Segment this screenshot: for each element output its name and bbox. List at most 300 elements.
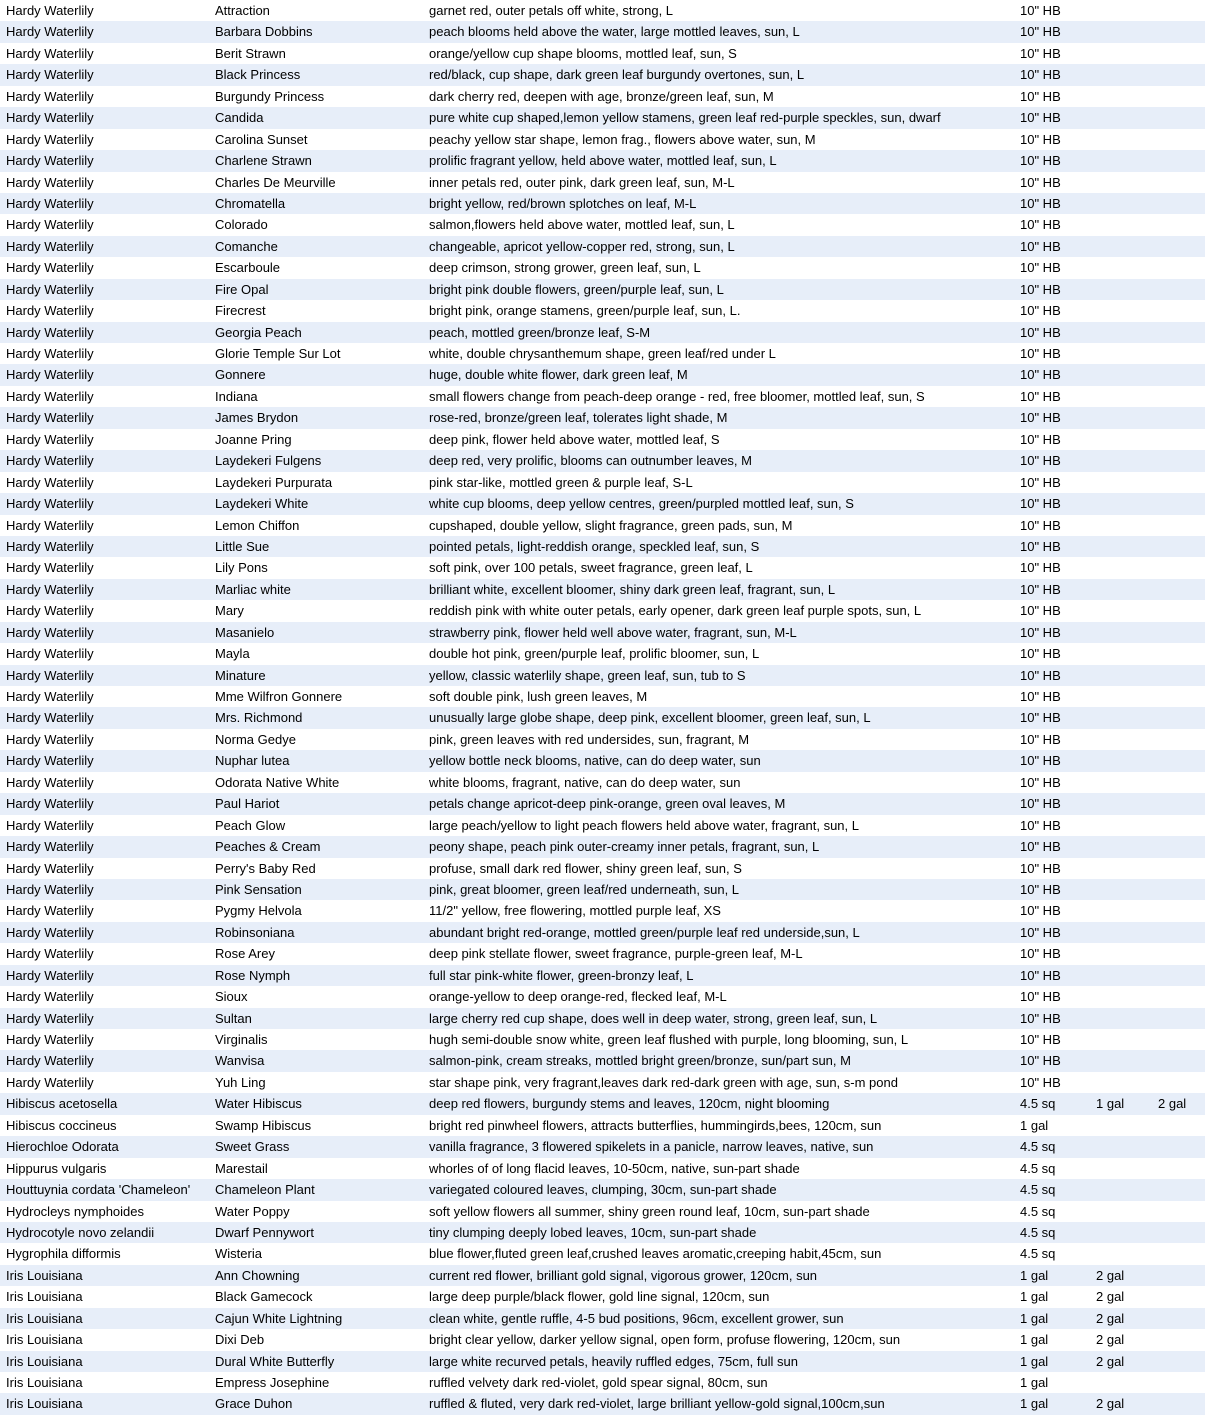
- size-cell-2[interactable]: 1 gal: [1096, 1096, 1125, 1112]
- genus-cell[interactable]: Houttuynia cordata 'Chameleon': [6, 1182, 191, 1198]
- variety-cell[interactable]: Comanche: [215, 238, 278, 254]
- size-cell-1[interactable]: 4.5 sq: [1020, 1139, 1056, 1155]
- description-cell[interactable]: blue flower,fluted green leaf,crushed leaves aromatic,creeping habit,45cm, sun: [429, 1246, 882, 1262]
- description-cell[interactable]: soft pink, over 100 petals, sweet fragrance, green leaf, L: [429, 560, 753, 576]
- description-cell[interactable]: reddish pink with white outer petals, early opener, dark green leaf purple spots, sun, L: [429, 603, 922, 619]
- description-cell[interactable]: abundant bright red-orange, mottled green/purple leaf red underside,sun, L: [429, 924, 860, 940]
- genus-cell[interactable]: Hibiscus coccineus: [6, 1117, 117, 1133]
- genus-cell[interactable]: Hardy Waterlily: [6, 217, 94, 233]
- description-cell[interactable]: current red flower, brilliant gold signal, vigorous grower, 120cm, sun: [429, 1267, 818, 1283]
- description-cell[interactable]: yellow, classic waterlily shape, green leaf, sun, tub to S: [429, 667, 746, 683]
- description-cell[interactable]: peach blooms held above the water, large mottled leaves, sun, L: [429, 24, 800, 40]
- description-cell[interactable]: pure white cup shaped,lemon yellow stamens, green leaf red-purple speckles, sun, dwarf: [429, 110, 941, 126]
- variety-cell[interactable]: Wanvisa: [215, 1053, 265, 1069]
- description-cell[interactable]: bright red pinwheel flowers, attracts butterflies, hummingirds,bees, 120cm, sun: [429, 1117, 882, 1133]
- size-cell-1[interactable]: 4.5 sq: [1020, 1203, 1056, 1219]
- size-cell-1[interactable]: 10" HB: [1020, 1010, 1061, 1026]
- genus-cell[interactable]: Hardy Waterlily: [6, 496, 94, 512]
- genus-cell[interactable]: Hardy Waterlily: [6, 324, 94, 340]
- variety-cell[interactable]: Berit Strawn: [215, 45, 286, 61]
- size-cell-1[interactable]: 10" HB: [1020, 946, 1061, 962]
- size-cell-1[interactable]: 10" HB: [1020, 367, 1061, 383]
- description-cell[interactable]: bright clear yellow, darker yellow signal, open form, profuse flowering, 120cm, sun: [429, 1332, 901, 1348]
- genus-cell[interactable]: Hardy Waterlily: [6, 67, 94, 83]
- table-row: [0, 1050, 1205, 1071]
- variety-cell[interactable]: James Brydon: [215, 410, 299, 426]
- size-cell-1[interactable]: 10" HB: [1020, 689, 1061, 704]
- size-cell-2[interactable]: 2 gal: [1096, 1289, 1125, 1305]
- variety-cell[interactable]: Dixi Deb: [215, 1332, 265, 1348]
- description-cell[interactable]: clean white, gentle ruffle, 4-5 bud positions, 96cm, excellent grower, sun: [429, 1310, 844, 1326]
- variety-cell[interactable]: Mrs. Richmond: [215, 710, 303, 726]
- variety-cell[interactable]: Norma Gedye: [215, 731, 296, 747]
- genus-cell[interactable]: Hardy Waterlily: [6, 646, 94, 662]
- table-row: [0, 750, 1205, 771]
- genus-cell[interactable]: Hardy Waterlily: [6, 881, 94, 897]
- genus-cell[interactable]: Hardy Waterlily: [6, 260, 94, 276]
- genus-cell[interactable]: Hardy Waterlily: [6, 281, 94, 297]
- genus-cell[interactable]: Hibiscus acetosella: [6, 1096, 118, 1112]
- size-cell-2[interactable]: 2 gal: [1096, 1396, 1125, 1412]
- size-cell-1[interactable]: 10" HB: [1020, 238, 1061, 254]
- variety-cell[interactable]: Lily Pons: [215, 560, 268, 576]
- table-row: [0, 707, 1205, 728]
- variety-cell[interactable]: Chromatella: [215, 195, 286, 211]
- genus-cell[interactable]: Hardy Waterlily: [6, 410, 94, 426]
- variety-cell[interactable]: Water Poppy: [215, 1203, 290, 1219]
- genus-cell[interactable]: Hardy Waterlily: [6, 88, 94, 104]
- genus-cell[interactable]: Iris Louisiana: [6, 1289, 83, 1305]
- variety-cell[interactable]: Mme Wilfron Gonnere: [215, 689, 343, 704]
- description-cell[interactable]: brilliant white, excellent bloomer, shiny dark green leaf, fragrant, sun, L: [429, 581, 836, 597]
- genus-cell[interactable]: Hardy Waterlily: [6, 774, 94, 790]
- description-cell[interactable]: soft double pink, lush green leaves, M: [429, 689, 648, 704]
- description-cell[interactable]: large deep purple/black flower, gold line signal, 120cm, sun: [429, 1289, 770, 1305]
- size-cell-1[interactable]: 10" HB: [1020, 903, 1061, 919]
- size-cell-1[interactable]: 10" HB: [1020, 817, 1061, 833]
- description-cell[interactable]: rose-red, bronze/green leaf, tolerates light shade, M: [429, 410, 728, 426]
- description-cell[interactable]: unusually large globe shape, deep pink, excellent bloomer, green leaf, sun, L: [429, 710, 871, 726]
- genus-cell[interactable]: Hardy Waterlily: [6, 431, 94, 447]
- genus-cell[interactable]: Hardy Waterlily: [6, 388, 94, 404]
- genus-cell[interactable]: Hardy Waterlily: [6, 367, 94, 383]
- table-row: [0, 1008, 1205, 1029]
- genus-cell[interactable]: Hardy Waterlily: [6, 817, 94, 833]
- genus-cell[interactable]: Hydrocotyle novo zelandii: [6, 1224, 155, 1240]
- variety-cell[interactable]: Masanielo: [215, 624, 275, 640]
- description-cell[interactable]: deep red flowers, burgundy stems and leaves, 120cm, night blooming: [429, 1096, 830, 1112]
- genus-cell[interactable]: Hardy Waterlily: [6, 581, 94, 597]
- variety-cell[interactable]: Gonnere: [215, 367, 266, 383]
- variety-cell[interactable]: Nuphar lutea: [215, 753, 290, 769]
- size-cell-1[interactable]: 10" HB: [1020, 24, 1061, 40]
- size-cell-2[interactable]: 2 gal: [1096, 1353, 1125, 1369]
- size-cell-1[interactable]: 10" HB: [1020, 881, 1061, 897]
- table-row: [0, 64, 1205, 85]
- genus-cell[interactable]: Hardy Waterlily: [6, 303, 94, 319]
- size-cell-1[interactable]: 10" HB: [1020, 260, 1061, 276]
- description-cell[interactable]: deep crimson, strong grower, green leaf, sun, L: [429, 260, 701, 276]
- description-cell[interactable]: cupshaped, double yellow, slight fragrance, green pads, sun, M: [429, 517, 793, 533]
- genus-cell[interactable]: Hierochloe Odorata: [6, 1139, 119, 1155]
- variety-cell[interactable]: Dural White Butterfly: [215, 1353, 335, 1369]
- description-cell[interactable]: salmon,flowers held above water, mottled leaf, sun, L: [429, 217, 735, 233]
- genus-cell[interactable]: Hardy Waterlily: [6, 517, 94, 533]
- genus-cell[interactable]: Hardy Waterlily: [6, 989, 94, 1005]
- table-row: [0, 1179, 1205, 1200]
- genus-cell[interactable]: Hardy Waterlily: [6, 860, 94, 876]
- genus-cell[interactable]: Iris Louisiana: [6, 1332, 83, 1348]
- description-cell[interactable]: pink, great bloomer, green leaf/red underneath, sun, L: [429, 881, 740, 897]
- genus-cell[interactable]: Hardy Waterlily: [6, 839, 94, 855]
- genus-cell[interactable]: Hardy Waterlily: [6, 967, 94, 983]
- table-row: [0, 858, 1205, 879]
- variety-cell[interactable]: Odorata Native White: [215, 774, 340, 790]
- description-cell[interactable]: changeable, apricot yellow-copper red, strong, sun, L: [429, 238, 735, 254]
- genus-cell[interactable]: Hardy Waterlily: [6, 453, 94, 469]
- variety-cell[interactable]: Carolina Sunset: [215, 131, 308, 147]
- size-cell-1[interactable]: 10" HB: [1020, 453, 1061, 469]
- genus-cell[interactable]: Iris Louisiana: [6, 1396, 83, 1412]
- genus-cell[interactable]: Hardy Waterlily: [6, 710, 94, 726]
- variety-cell[interactable]: Burgundy Princess: [215, 88, 325, 104]
- description-cell[interactable]: red/black, cup shape, dark green leaf burgundy overtones, sun, L: [429, 67, 805, 83]
- genus-cell[interactable]: Hardy Waterlily: [6, 796, 94, 812]
- genus-cell[interactable]: Hardy Waterlily: [6, 174, 94, 190]
- table-row: [0, 643, 1205, 664]
- description-cell[interactable]: peony shape, peach pink outer-creamy inner petals, fragrant, sun, L: [429, 839, 820, 855]
- size-cell-1[interactable]: 10" HB: [1020, 1032, 1061, 1047]
- description-cell[interactable]: bright pink double flowers, green/purple leaf, sun, L: [429, 281, 724, 297]
- size-cell-1[interactable]: 1 gal: [1020, 1117, 1049, 1133]
- variety-cell[interactable]: Chameleon Plant: [215, 1182, 315, 1198]
- table-row: [0, 943, 1205, 964]
- table-row: [0, 579, 1205, 600]
- genus-cell[interactable]: Iris Louisiana: [6, 1310, 83, 1326]
- variety-cell[interactable]: Sioux: [215, 989, 248, 1005]
- genus-cell[interactable]: Hardy Waterlily: [6, 689, 94, 704]
- variety-cell[interactable]: Sultan: [215, 1010, 252, 1026]
- size-cell-1[interactable]: 4.5 sq: [1020, 1160, 1056, 1176]
- genus-cell[interactable]: Hardy Waterlily: [6, 1010, 94, 1026]
- genus-cell[interactable]: Iris Louisiana: [6, 1267, 83, 1283]
- variety-cell[interactable]: Candida: [215, 110, 264, 126]
- variety-cell[interactable]: Robinsoniana: [215, 924, 295, 940]
- size-cell-2[interactable]: 2 gal: [1096, 1267, 1125, 1283]
- size-cell-1[interactable]: 10" HB: [1020, 431, 1061, 447]
- variety-cell[interactable]: Virginalis: [215, 1032, 268, 1047]
- description-cell[interactable]: 11/2" yellow, free flowering, mottled purple leaf, XS: [429, 903, 721, 919]
- size-cell-1[interactable]: 10" HB: [1020, 581, 1061, 597]
- genus-cell[interactable]: Iris Louisiana: [6, 1375, 83, 1390]
- description-cell[interactable]: white cup blooms, deep yellow centres, green/purpled mottled leaf, sun, S: [429, 496, 854, 512]
- description-cell[interactable]: peach, mottled green/bronze leaf, S-M: [429, 324, 651, 340]
- variety-cell[interactable]: Minature: [215, 667, 266, 683]
- description-cell[interactable]: whorles of of long flacid leaves, 10-50cm, native, sun-part shade: [429, 1160, 800, 1176]
- genus-cell[interactable]: Hardy Waterlily: [6, 346, 94, 361]
- description-cell[interactable]: large white recurved petals, heavily ruffled edges, 75cm, full sun: [429, 1353, 799, 1369]
- genus-cell[interactable]: Iris Louisiana: [6, 1353, 83, 1369]
- description-cell[interactable]: huge, double white flower, dark green leaf, M: [429, 367, 688, 383]
- description-cell[interactable]: orange-yellow to deep orange-red, flecked leaf, M-L: [429, 989, 727, 1005]
- table-row: [0, 1201, 1205, 1222]
- size-cell-1[interactable]: 4.5 sq: [1020, 1224, 1056, 1240]
- genus-cell[interactable]: Hardy Waterlily: [6, 195, 94, 211]
- size-cell-1[interactable]: 10" HB: [1020, 388, 1061, 404]
- description-cell[interactable]: orange/yellow cup shape blooms, mottled leaf, sun, S: [429, 45, 737, 61]
- table-row: [0, 429, 1205, 450]
- description-cell[interactable]: dark cherry red, deepen with age, bronze/green leaf, sun, M: [429, 88, 774, 104]
- description-cell[interactable]: bright yellow, red/brown splotches on leaf, M-L: [429, 195, 697, 211]
- variety-cell[interactable]: Empress Josephine: [215, 1375, 330, 1390]
- size-cell-1[interactable]: 10" HB: [1020, 1074, 1061, 1090]
- genus-cell[interactable]: Hardy Waterlily: [6, 946, 94, 962]
- size-cell-1[interactable]: 1 gal: [1020, 1310, 1049, 1326]
- genus-cell[interactable]: Hardy Waterlily: [6, 131, 94, 147]
- genus-cell[interactable]: Hardy Waterlily: [6, 1074, 94, 1090]
- variety-cell[interactable]: Laydekeri White: [215, 496, 309, 512]
- variety-cell[interactable]: Rose Nymph: [215, 967, 291, 983]
- variety-cell[interactable]: Charlene Strawn: [215, 153, 312, 169]
- variety-cell[interactable]: Little Sue: [215, 538, 270, 554]
- size-cell-1[interactable]: 10" HB: [1020, 731, 1061, 747]
- size-cell-1[interactable]: 10" HB: [1020, 110, 1061, 126]
- size-cell-1[interactable]: 10" HB: [1020, 217, 1061, 233]
- variety-cell[interactable]: Peach Glow: [215, 817, 286, 833]
- variety-cell[interactable]: Fire Opal: [215, 281, 269, 297]
- description-cell[interactable]: yellow bottle neck blooms, native, can do deep water, sun: [429, 753, 761, 769]
- genus-cell[interactable]: Hardy Waterlily: [6, 1053, 94, 1069]
- size-cell-1[interactable]: 10" HB: [1020, 303, 1061, 319]
- variety-cell[interactable]: Barbara Dobbins: [215, 24, 313, 40]
- genus-cell[interactable]: Hardy Waterlily: [6, 474, 94, 490]
- size-cell-3[interactable]: 2 gal: [1158, 1096, 1187, 1112]
- variety-cell[interactable]: Pink Sensation: [215, 881, 302, 897]
- description-cell[interactable]: variegated coloured leaves, clumping, 30cm, sun-part shade: [429, 1182, 777, 1198]
- size-cell-1[interactable]: 4.5 sq: [1020, 1246, 1056, 1262]
- variety-cell[interactable]: Perry's Baby Red: [215, 860, 316, 876]
- description-cell[interactable]: hugh semi-double snow white, green leaf flushed with purple, long blooming, sun, L: [429, 1032, 909, 1047]
- genus-cell[interactable]: Hardy Waterlily: [6, 238, 94, 254]
- size-cell-1[interactable]: 10" HB: [1020, 646, 1061, 662]
- description-cell[interactable]: large peach/yellow to light peach flowers held above water, fragrant, sun, L: [429, 817, 859, 833]
- variety-cell[interactable]: Glorie Temple Sur Lot: [215, 346, 341, 361]
- variety-cell[interactable]: Ann Chowning: [215, 1267, 300, 1283]
- table-row: [0, 1115, 1205, 1136]
- size-cell-1[interactable]: 10" HB: [1020, 346, 1061, 361]
- size-cell-1[interactable]: 10" HB: [1020, 796, 1061, 812]
- table-row: [0, 965, 1205, 986]
- variety-cell[interactable]: Joanne Pring: [215, 431, 292, 447]
- description-cell[interactable]: white blooms, fragrant, native, can do deep water, sun: [429, 774, 741, 790]
- variety-cell[interactable]: Charles De Meurville: [215, 174, 336, 190]
- size-cell-1[interactable]: 10" HB: [1020, 324, 1061, 340]
- description-cell[interactable]: small flowers change from peach-deep orange - red, free bloomer, mottled leaf, sun, S: [429, 388, 925, 404]
- table-row: [0, 493, 1205, 514]
- genus-cell[interactable]: Hardy Waterlily: [6, 3, 94, 18]
- size-cell-1[interactable]: 10" HB: [1020, 710, 1061, 726]
- description-cell[interactable]: petals change apricot-deep pink-orange, green oval leaves, M: [429, 796, 786, 812]
- variety-cell[interactable]: Swamp Hibiscus: [215, 1117, 312, 1133]
- variety-cell[interactable]: Laydekeri Fulgens: [215, 453, 322, 469]
- size-cell-1[interactable]: 1 gal: [1020, 1289, 1049, 1305]
- size-cell-1[interactable]: 10" HB: [1020, 195, 1061, 211]
- description-cell[interactable]: ruffled velvety dark red-violet, gold spear signal, 80cm, sun: [429, 1375, 768, 1390]
- table-row: [0, 600, 1205, 621]
- description-cell[interactable]: ruffled & fluted, very dark red-violet, large brilliant yellow-gold signal,100cm,sun: [429, 1396, 885, 1412]
- description-cell[interactable]: deep pink stellate flower, sweet fragrance, purple-green leaf, M-L: [429, 946, 803, 962]
- description-cell[interactable]: pointed petals, light-reddish orange, speckled leaf, sun, S: [429, 538, 760, 554]
- size-cell-1[interactable]: 10" HB: [1020, 153, 1061, 169]
- description-cell[interactable]: large cherry red cup shape, does well in deep water, strong, green leaf, sun, L: [429, 1010, 878, 1026]
- variety-cell[interactable]: Firecrest: [215, 303, 266, 319]
- size-cell-1[interactable]: 10" HB: [1020, 45, 1061, 61]
- description-cell[interactable]: soft yellow flowers all summer, shiny green round leaf, 10cm, sun-part shade: [429, 1203, 870, 1219]
- size-cell-1[interactable]: 10" HB: [1020, 67, 1061, 83]
- genus-cell[interactable]: Hydrocleys nymphoides: [6, 1203, 145, 1219]
- genus-cell[interactable]: Hardy Waterlily: [6, 110, 94, 126]
- size-cell-1[interactable]: 10" HB: [1020, 538, 1061, 554]
- table-row: [0, 257, 1205, 278]
- genus-cell[interactable]: Hardy Waterlily: [6, 1032, 94, 1047]
- genus-cell[interactable]: Hardy Waterlily: [6, 667, 94, 683]
- size-cell-1[interactable]: 1 gal: [1020, 1375, 1049, 1390]
- size-cell-1[interactable]: 10" HB: [1020, 1053, 1061, 1069]
- table-row: [0, 900, 1205, 921]
- variety-cell[interactable]: Attraction: [215, 3, 270, 18]
- table-row: [0, 407, 1205, 428]
- size-cell-1[interactable]: 10" HB: [1020, 753, 1061, 769]
- variety-cell[interactable]: Sweet Grass: [215, 1139, 290, 1155]
- description-cell[interactable]: pink star-like, mottled green & purple leaf, S-L: [429, 474, 693, 490]
- variety-cell[interactable]: Rose Arey: [215, 946, 275, 962]
- description-cell[interactable]: star shape pink, very fragrant,leaves dark red-dark green with age, sun, s-m pond: [429, 1074, 898, 1090]
- table-row: [0, 793, 1205, 814]
- table-row: [0, 1286, 1205, 1307]
- description-cell[interactable]: inner petals red, outer pink, dark green leaf, sun, M-L: [429, 174, 735, 190]
- variety-cell[interactable]: Paul Hariot: [215, 796, 280, 812]
- size-cell-1[interactable]: 10" HB: [1020, 517, 1061, 533]
- size-cell-1[interactable]: 1 gal: [1020, 1332, 1049, 1348]
- description-cell[interactable]: full star pink-white flower, green-bronzy leaf, L: [429, 967, 694, 983]
- size-cell-1[interactable]: 1 gal: [1020, 1353, 1049, 1369]
- genus-cell[interactable]: Hardy Waterlily: [6, 624, 94, 640]
- genus-cell[interactable]: Hardy Waterlily: [6, 753, 94, 769]
- description-cell[interactable]: double hot pink, green/purple leaf, prolific bloomer, sun, L: [429, 646, 760, 662]
- variety-cell[interactable]: Black Princess: [215, 67, 301, 83]
- table-row: [0, 450, 1205, 471]
- description-cell[interactable]: bright pink, orange stamens, green/purple leaf, sun, L.: [429, 303, 741, 319]
- variety-cell[interactable]: Pygmy Helvola: [215, 903, 302, 919]
- variety-cell[interactable]: Georgia Peach: [215, 324, 302, 340]
- size-cell-1[interactable]: 10" HB: [1020, 989, 1061, 1005]
- size-cell-1[interactable]: 10" HB: [1020, 560, 1061, 576]
- variety-cell[interactable]: Wisteria: [215, 1246, 262, 1262]
- table-row: [0, 150, 1205, 171]
- size-cell-1[interactable]: 1 gal: [1020, 1267, 1049, 1283]
- genus-cell[interactable]: Hippurus vulgaris: [6, 1160, 107, 1176]
- size-cell-1[interactable]: 10" HB: [1020, 624, 1061, 640]
- genus-cell[interactable]: Hardy Waterlily: [6, 45, 94, 61]
- description-cell[interactable]: vanilla fragrance, 3 flowered spikelets in a panicle, narrow leaves, native, sun: [429, 1139, 874, 1155]
- size-cell-1[interactable]: 10" HB: [1020, 174, 1061, 190]
- size-cell-1[interactable]: 10" HB: [1020, 667, 1061, 683]
- variety-cell[interactable]: Indiana: [215, 388, 258, 404]
- variety-cell[interactable]: Laydekeri Purpurata: [215, 474, 333, 490]
- size-cell-1[interactable]: 10" HB: [1020, 860, 1061, 876]
- description-cell[interactable]: deep red, very prolific, blooms can outnumber leaves, M: [429, 453, 752, 469]
- description-cell[interactable]: peachy yellow star shape, lemon frag., flowers above water, sun, M: [429, 131, 816, 147]
- size-cell-1[interactable]: 10" HB: [1020, 88, 1061, 104]
- variety-cell[interactable]: Colorado: [215, 217, 268, 233]
- genus-cell[interactable]: Hardy Waterlily: [6, 603, 94, 619]
- size-cell-1[interactable]: 10" HB: [1020, 281, 1061, 297]
- size-cell-1[interactable]: 10" HB: [1020, 474, 1061, 490]
- size-cell-2[interactable]: 2 gal: [1096, 1332, 1125, 1348]
- table-row: [0, 43, 1205, 64]
- size-cell-1[interactable]: 10" HB: [1020, 774, 1061, 790]
- description-cell[interactable]: salmon-pink, cream streaks, mottled bright green/bronze, sun/part sun, M: [429, 1053, 851, 1069]
- genus-cell[interactable]: Hygrophila difformis: [6, 1246, 121, 1262]
- table-row: [0, 0, 1205, 21]
- variety-cell[interactable]: Peaches & Cream: [215, 839, 321, 855]
- description-cell[interactable]: garnet red, outer petals off white, strong, L: [429, 3, 674, 18]
- size-cell-1[interactable]: 10" HB: [1020, 839, 1061, 855]
- genus-cell[interactable]: Hardy Waterlily: [6, 24, 94, 40]
- description-cell[interactable]: strawberry pink, flower held well above water, fragrant, sun, M-L: [429, 624, 797, 640]
- variety-cell[interactable]: Marliac white: [215, 581, 291, 597]
- variety-cell[interactable]: Water Hibiscus: [215, 1096, 302, 1112]
- size-cell-1[interactable]: 10" HB: [1020, 410, 1061, 426]
- size-cell-1[interactable]: 4.5 sq: [1020, 1096, 1056, 1112]
- variety-cell[interactable]: Dwarf Pennywort: [215, 1224, 314, 1240]
- size-cell-1[interactable]: 10" HB: [1020, 496, 1061, 512]
- genus-cell[interactable]: Hardy Waterlily: [6, 924, 94, 940]
- description-cell[interactable]: profuse, small dark red flower, shiny green leaf, sun, S: [429, 860, 742, 876]
- variety-cell[interactable]: Marestail: [215, 1160, 268, 1176]
- variety-cell[interactable]: Grace Duhon: [215, 1396, 293, 1412]
- variety-cell[interactable]: Escarboule: [215, 260, 281, 276]
- variety-cell[interactable]: Cajun White Lightning: [215, 1310, 343, 1326]
- size-cell-1[interactable]: 10" HB: [1020, 131, 1061, 147]
- description-cell[interactable]: white, double chrysanthemum shape, green leaf/red under L: [429, 346, 776, 361]
- table-row: [0, 665, 1205, 686]
- description-cell[interactable]: tiny clumping deeply lobed leaves, 10cm, sun-part shade: [429, 1224, 757, 1240]
- size-cell-1[interactable]: 10" HB: [1020, 3, 1061, 18]
- description-cell[interactable]: prolific fragrant yellow, held above water, mottled leaf, sun, L: [429, 153, 777, 169]
- size-cell-1[interactable]: 10" HB: [1020, 924, 1061, 940]
- genus-cell[interactable]: Hardy Waterlily: [6, 731, 94, 747]
- table-row: [0, 686, 1205, 707]
- size-cell-1[interactable]: 10" HB: [1020, 967, 1061, 983]
- genus-cell[interactable]: Hardy Waterlily: [6, 538, 94, 554]
- variety-cell[interactable]: Mayla: [215, 646, 250, 662]
- size-cell-1[interactable]: 10" HB: [1020, 603, 1061, 619]
- description-cell[interactable]: pink, green leaves with red undersides, sun, fragrant, M: [429, 731, 750, 747]
- genus-cell[interactable]: Hardy Waterlily: [6, 560, 94, 576]
- genus-cell[interactable]: Hardy Waterlily: [6, 903, 94, 919]
- variety-cell[interactable]: Yuh Ling: [215, 1074, 266, 1090]
- description-cell[interactable]: deep pink, flower held above water, mottled leaf, S: [429, 431, 720, 447]
- size-cell-1[interactable]: 1 gal: [1020, 1396, 1049, 1412]
- size-cell-1[interactable]: 4.5 sq: [1020, 1182, 1056, 1198]
- variety-cell[interactable]: Black Gamecock: [215, 1289, 313, 1305]
- size-cell-2[interactable]: 2 gal: [1096, 1310, 1125, 1326]
- table-row: [0, 1308, 1205, 1329]
- variety-cell[interactable]: Mary: [215, 603, 244, 619]
- variety-cell[interactable]: Lemon Chiffon: [215, 517, 300, 533]
- genus-cell[interactable]: Hardy Waterlily: [6, 153, 94, 169]
